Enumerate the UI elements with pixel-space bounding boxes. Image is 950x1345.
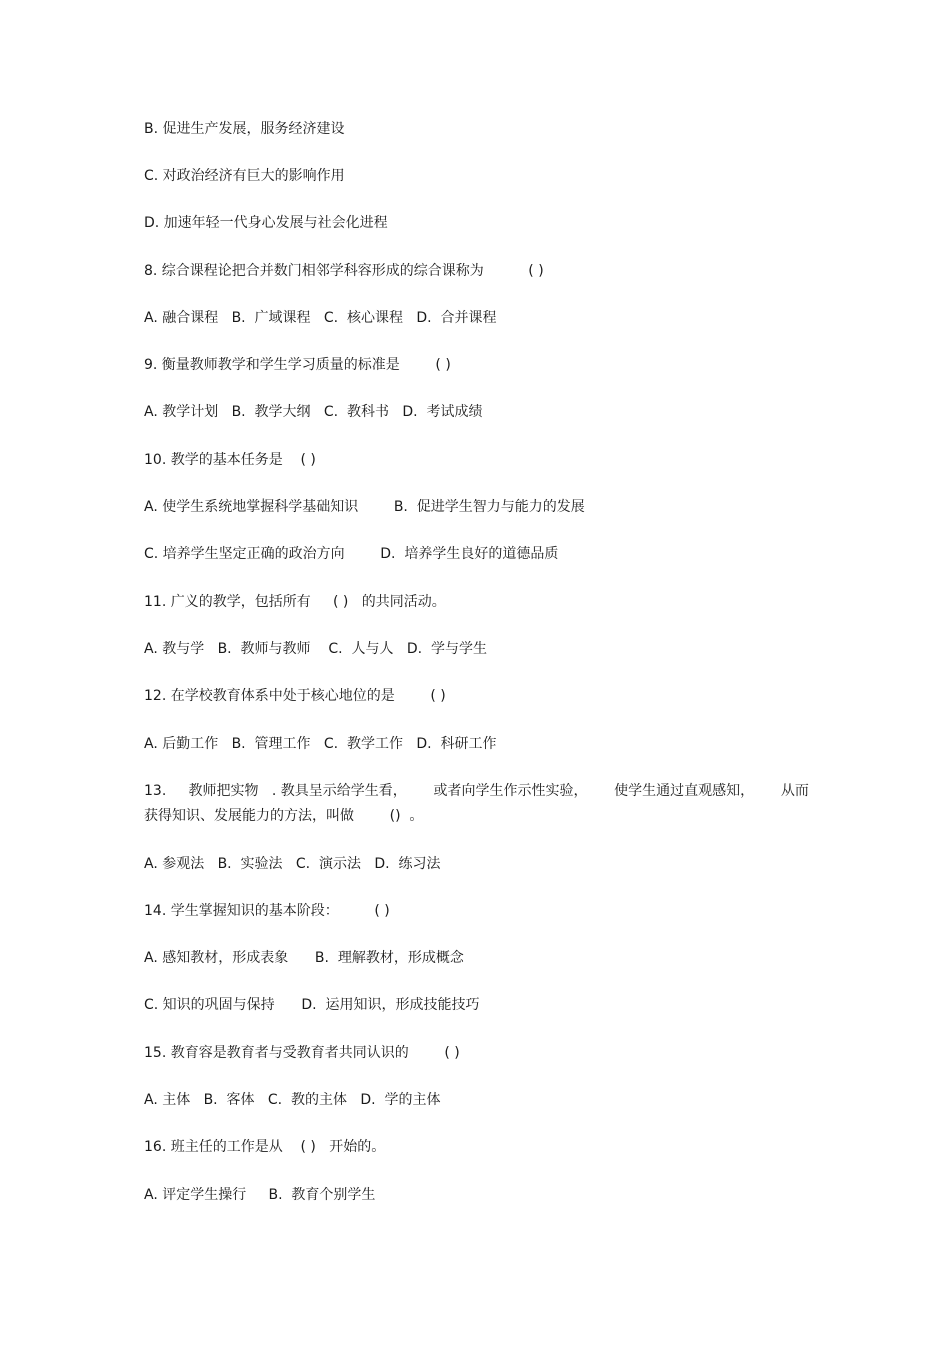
option-line: A. 融合课程 B. 广域课程 C. 核心课程 D. 合并课程 xyxy=(144,310,497,326)
question-line: 15. 教育容是教育者与受教育者共同认识的 ( ) xyxy=(144,1045,460,1061)
option-line: A. 主体 B. 客体 C. 教的主体 D. 学的主体 xyxy=(144,1092,441,1108)
question-line: 14. 学生掌握知识的基本阶段： ( ) xyxy=(144,903,390,919)
option-line: A. 参观法 B. 实验法 C. 演示法 D. 练习法 xyxy=(144,856,441,872)
question-line: 9. 衡量教师教学和学生学习质量的标准是 ( ) xyxy=(144,357,451,373)
option-line: A. 后勤工作 B. 管理工作 C. 教学工作 D. 科研工作 xyxy=(144,736,497,752)
question-line: 12. 在学校教育体系中处于核心地位的是 ( ) xyxy=(144,688,446,704)
question-line: 10. 教学的基本任务是 ( ) xyxy=(144,452,316,468)
option-line: D. 加速年轻一代身心发展与社会化进程 xyxy=(144,215,388,231)
question-line: 13. 教师把实物 . 教具呈示给学生看， 或者向学生作示性实验， 使学生通过直观感知， 从而 xyxy=(144,783,809,799)
question-line-continuation: 获得知识、发展能力的方法，叫做 () 。 xyxy=(144,808,424,824)
option-line: B. 促进生产发展，服务经济建设 xyxy=(144,121,345,137)
option-line: A. 教与学 B. 教师与教师 C. 人与人 D. 学与学生 xyxy=(144,641,487,657)
option-line: A. 评定学生操行 B. 教育个别学生 xyxy=(144,1187,376,1203)
option-line: C. 对政治经济有巨大的影响作用 xyxy=(144,168,345,184)
question-line: 8. 综合课程论把合并数门相邻学科容形成的综合课称为 ( ) xyxy=(144,263,544,279)
question-line: 11. 广义的教学，包括所有 ( ) 的共同活动。 xyxy=(144,594,446,610)
option-line: A. 教学计划 B. 教学大纲 C. 教科书 D. 考试成绩 xyxy=(144,404,483,420)
option-line: C. 培养学生坚定正确的政治方向 D. 培养学生良好的道德品质 xyxy=(144,546,559,562)
option-line: A. 感知教材，形成表象 B. 理解教材，形成概念 xyxy=(144,950,464,966)
option-line: A. 使学生系统地掌握科学基础知识 B. 促进学生智力与能力的发展 xyxy=(144,499,585,515)
option-line: C. 知识的巩固与保持 D. 运用知识，形成技能技巧 xyxy=(144,997,480,1013)
question-line: 16. 班主任的工作是从 ( ) 开始的。 xyxy=(144,1139,386,1155)
